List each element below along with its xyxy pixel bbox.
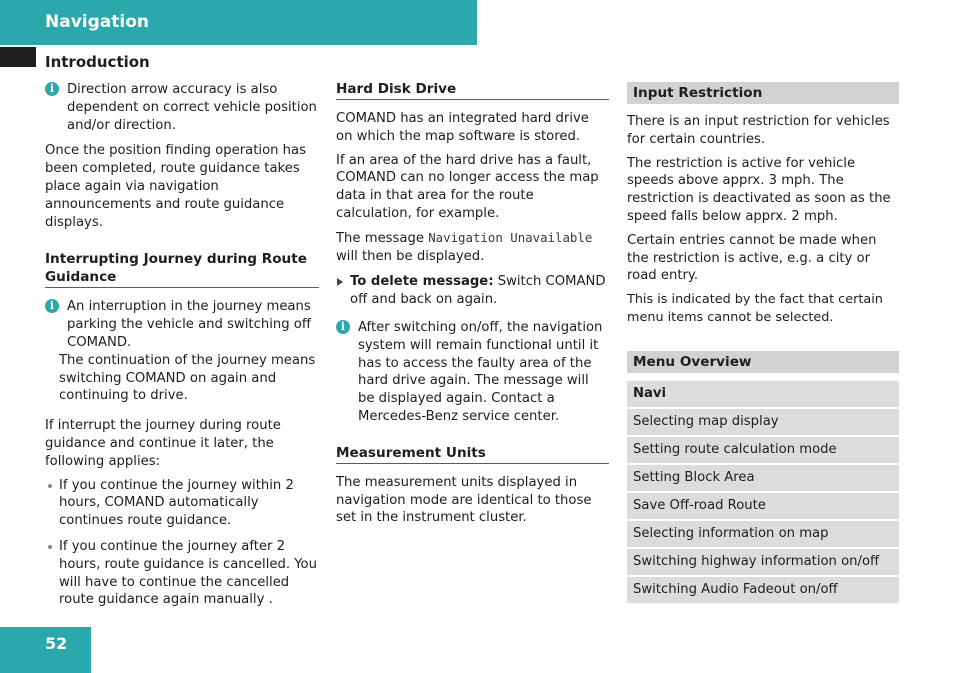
bullet-item <box>45 538 319 609</box>
restriction-paragraph-4: This is indicated by the fact that certain menu items cannot be selected. <box>627 292 883 325</box>
column-middle <box>336 80 609 533</box>
menu-item: Selecting map display <box>627 409 899 435</box>
info-note-text: An interruption in the journey means parking the vehicle and switching off COMAND. <box>67 299 311 350</box>
info-icon: i <box>45 299 59 313</box>
restriction-paragraph-1: There is an input restriction for vehicles for certain countries. <box>627 114 890 147</box>
instruction-step <box>336 273 609 309</box>
section-tab-marker <box>0 47 36 67</box>
info-note-text: Direction arrow accuracy is also dependent on correct vehicle position and/or direction. <box>67 82 317 133</box>
page-number-tab <box>0 627 91 673</box>
hard-disk-message-paragraph <box>336 229 609 266</box>
step-label: To delete message: <box>350 274 494 290</box>
bullet-item <box>45 477 319 530</box>
menu-column-head: Navi <box>627 381 899 407</box>
header-bar <box>0 0 477 45</box>
menu-overview-heading: Menu Overview <box>627 351 899 373</box>
menu-item: Setting Block Area <box>627 465 899 491</box>
arrow-right-icon <box>337 278 343 286</box>
bullet-icon <box>48 484 52 488</box>
menu-item: Switching Audio Fadeout on/off <box>627 577 899 603</box>
menu-item: Selecting information on map <box>627 521 899 547</box>
info-note-text-continued: The continuation of the journey means switching COMAND on again and continuing to drive. <box>59 352 316 404</box>
hard-disk-paragraph-2: If an area of the hard drive has a fault, COMAND can no longer access the map data in that area for the route calculation, for example. <box>336 152 599 221</box>
restriction-paragraph-2: The restriction is active for vehicle speeds above apprx. 3 mph. The restriction is deactivated as soon as the speed falls below apprx. 2 mph. <box>627 155 891 224</box>
hard-disk-heading: Hard Disk Drive <box>336 80 609 100</box>
step-text: Switch COMAND off and back on again. <box>350 274 606 308</box>
bullet-text: If you continue the journey within 2 hours, COMAND automatically continues route guidance. <box>59 477 294 529</box>
info-note-hard-disk <box>336 319 609 426</box>
bullet-icon <box>48 545 52 549</box>
hard-disk-paragraph-1: COMAND has an integrated hard drive on which the map software is stored. <box>336 111 589 144</box>
info-note-direction <box>45 81 319 134</box>
page-number: 52 <box>45 634 68 653</box>
message-prefix: The message <box>336 230 429 246</box>
info-icon: i <box>336 320 350 334</box>
column-left <box>45 52 319 615</box>
message-suffix: will then be displayed. <box>336 248 485 264</box>
info-note-text: After switching on/off, the navigation system will remain functional until it has to access the faulty area of the hard drive again. The message will be displayed again. Contact a Mercedes-Benz service center. <box>358 319 603 424</box>
restriction-paragraph-3: Certain entries cannot be made when the restriction is active, e.g. a city or road entry. <box>627 232 877 284</box>
message-code: Navigation Unavailable <box>428 229 593 245</box>
menu-item: Save Off-road Route <box>627 493 899 519</box>
input-restriction-heading: Input Restriction <box>627 82 899 104</box>
info-icon: i <box>45 82 59 96</box>
menu-item: Setting route calculation mode <box>627 437 899 463</box>
info-note-interruption <box>45 298 319 405</box>
header-title: Navigation <box>45 12 149 32</box>
menu-overview-table <box>627 381 899 603</box>
measurement-units-paragraph: The measurement units displayed in navigation mode are identical to those set in the instrument cluster. <box>336 474 592 526</box>
menu-item: Switching highway information on/off <box>627 549 899 575</box>
measurement-units-heading: Measurement Units <box>336 444 609 464</box>
interrupting-paragraph: If interrupt the journey during route guidance and continue it later, the following applies: <box>45 418 281 469</box>
introduction-paragraph: Once the position finding operation has been completed, route guidance takes place again via navigation announcements and route guidance displays. <box>45 143 306 230</box>
column-right <box>627 82 899 605</box>
interrupting-heading: Interrupting Journey during Route Guidance <box>45 250 319 288</box>
introduction-heading: Introduction <box>45 53 150 71</box>
bullet-text: If you continue the journey after 2 hours, route guidance is cancelled. You will have to continue the cancelled route guidance again manually . <box>59 538 317 608</box>
